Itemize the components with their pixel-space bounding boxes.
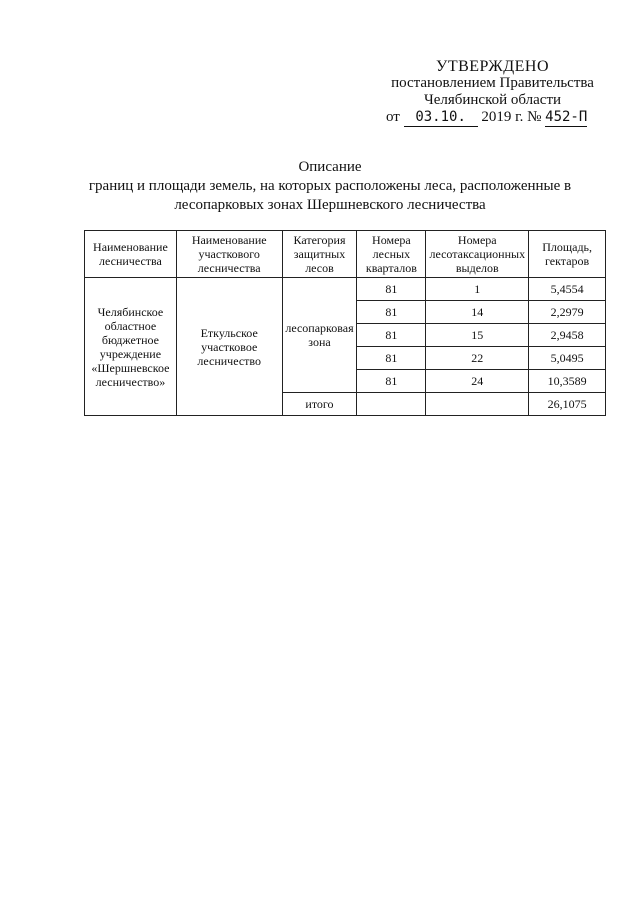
- approval-year: 2019 г. №: [481, 109, 542, 125]
- cell-plot: 14: [426, 301, 529, 324]
- cell-category: лесопарковая зона: [282, 278, 357, 393]
- cell-plot: 22: [426, 347, 529, 370]
- header-plots: Номера лесотаксационных выделов: [426, 231, 529, 278]
- heading-line-3: лесопарковых зонах Шершневского лесничества: [174, 197, 486, 213]
- cell-quarter: 81: [357, 324, 426, 347]
- header-area: Площадь, гектаров: [529, 231, 606, 278]
- approval-number: 452-П: [545, 109, 588, 125]
- cell-total-area: 26,1075: [529, 393, 606, 416]
- approval-line-1: постановлением Правительства: [391, 75, 594, 91]
- cell-forestry: Челябинское областное бюджетное учреждение «Шершневское лесничество»: [85, 278, 177, 416]
- description-table: [84, 230, 606, 416]
- approval-line-2: Челябинской области: [423, 92, 562, 108]
- cell-district-forestry: Еткульское участковое лесничество: [176, 278, 282, 416]
- cell-plot: 1: [426, 278, 529, 301]
- header-forestry: Наименование лесничества: [85, 231, 177, 278]
- approval-title: УТВЕРЖДЕНО: [435, 58, 549, 75]
- header-quarters: Номера лесных кварталов: [357, 231, 426, 278]
- cell-area: 10,3589: [529, 370, 606, 393]
- cell-plot: 15: [426, 324, 529, 347]
- header-category: Категория защитных лесов: [282, 231, 357, 278]
- cell-quarter: 81: [357, 301, 426, 324]
- cell-empty: [357, 393, 426, 416]
- approval-date: 03.10.: [404, 109, 478, 127]
- heading-line-2: границ и площади земель, на которых расположены леса, расположенные в: [88, 178, 572, 194]
- cell-area: 5,0495: [529, 347, 606, 370]
- cell-quarter: 81: [357, 278, 426, 301]
- cell-empty: [426, 393, 529, 416]
- cell-total-label: итого: [282, 393, 357, 416]
- cell-area: 2,9458: [529, 324, 606, 347]
- table-row: [85, 278, 606, 301]
- table-header-row: [85, 231, 606, 278]
- heading-line-1: Описание: [298, 159, 362, 175]
- approval-prefix: от: [386, 109, 400, 125]
- cell-quarter: 81: [357, 347, 426, 370]
- document-heading: [70, 158, 590, 215]
- cell-area: 5,4554: [529, 278, 606, 301]
- approval-stamp: [380, 58, 605, 127]
- header-district-forestry: Наименование участкового лесничества: [176, 231, 282, 278]
- cell-quarter: 81: [357, 370, 426, 393]
- cell-area: 2,2979: [529, 301, 606, 324]
- cell-plot: 24: [426, 370, 529, 393]
- approval-date-line: [386, 109, 605, 127]
